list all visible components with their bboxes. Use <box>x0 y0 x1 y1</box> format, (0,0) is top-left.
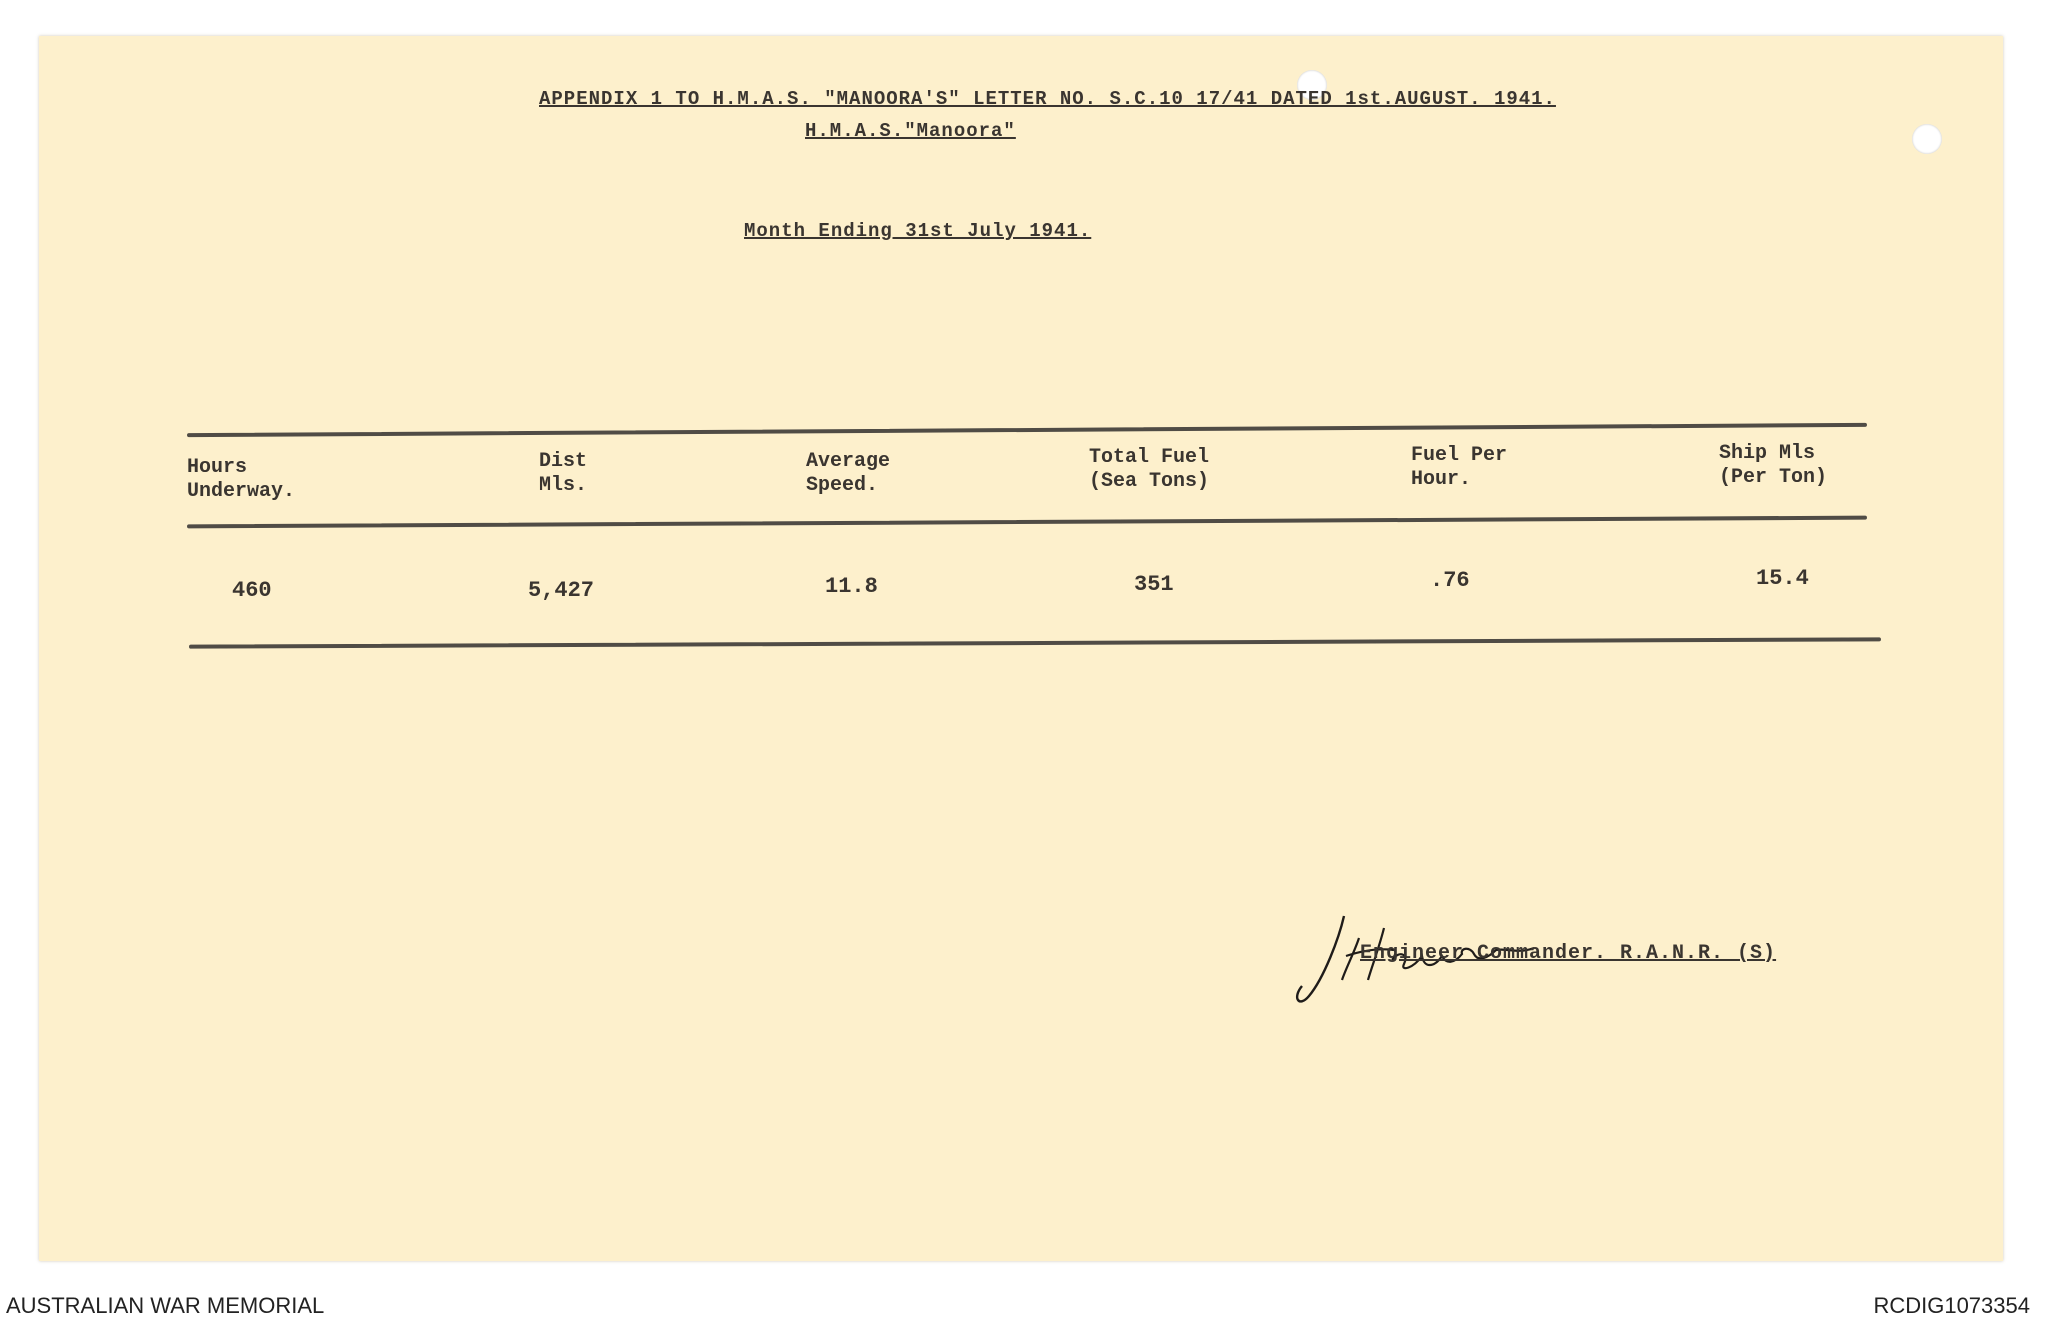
period-title: Month Ending 31st July 1941. <box>744 220 1092 242</box>
col-header-fuel-per-hour: Fuel Per Hour. <box>1411 444 1508 491</box>
table-header-rule <box>187 516 1867 529</box>
ship-name: H.M.A.S."Manoora" <box>805 120 1016 142</box>
col-header-total-fuel: Total Fuel (Sea Tons) <box>1089 446 1210 493</box>
signatory-title: Engineer Commander. R.A.N.R. (S) <box>1360 942 1777 965</box>
col-header-ship-mls: Ship Mls (Per Ton) <box>1719 442 1828 489</box>
col-header-speed: Average Speed. <box>806 450 891 497</box>
table-top-rule <box>187 423 1867 437</box>
cell-ship-mls: 15.4 <box>1756 566 1809 591</box>
cell-fuel-per-hour: .76 <box>1430 568 1470 593</box>
appendix-heading: APPENDIX 1 TO H.M.A.S. "MANOORA'S" LETTER NO. S.C.10 17/41 DATED 1st.AUGUST. 1941. <box>539 88 1556 110</box>
footer-record-id: RCDIG1073354 <box>1873 1293 2030 1318</box>
table-bottom-rule <box>189 637 1881 648</box>
punch-hole <box>1912 124 1942 154</box>
cell-total-fuel: 351 <box>1134 572 1174 597</box>
footer-source: AUSTRALIAN WAR MEMORIAL <box>6 1293 325 1318</box>
col-header-dist: Dist Mls. <box>539 450 588 497</box>
document-page <box>39 36 2003 1261</box>
footer-bar <box>0 1275 2048 1335</box>
cell-hours: 460 <box>232 578 272 603</box>
cell-speed: 11.8 <box>825 574 878 599</box>
cell-dist: 5,427 <box>528 578 595 603</box>
col-header-hours: Hours Underway. <box>187 456 296 503</box>
